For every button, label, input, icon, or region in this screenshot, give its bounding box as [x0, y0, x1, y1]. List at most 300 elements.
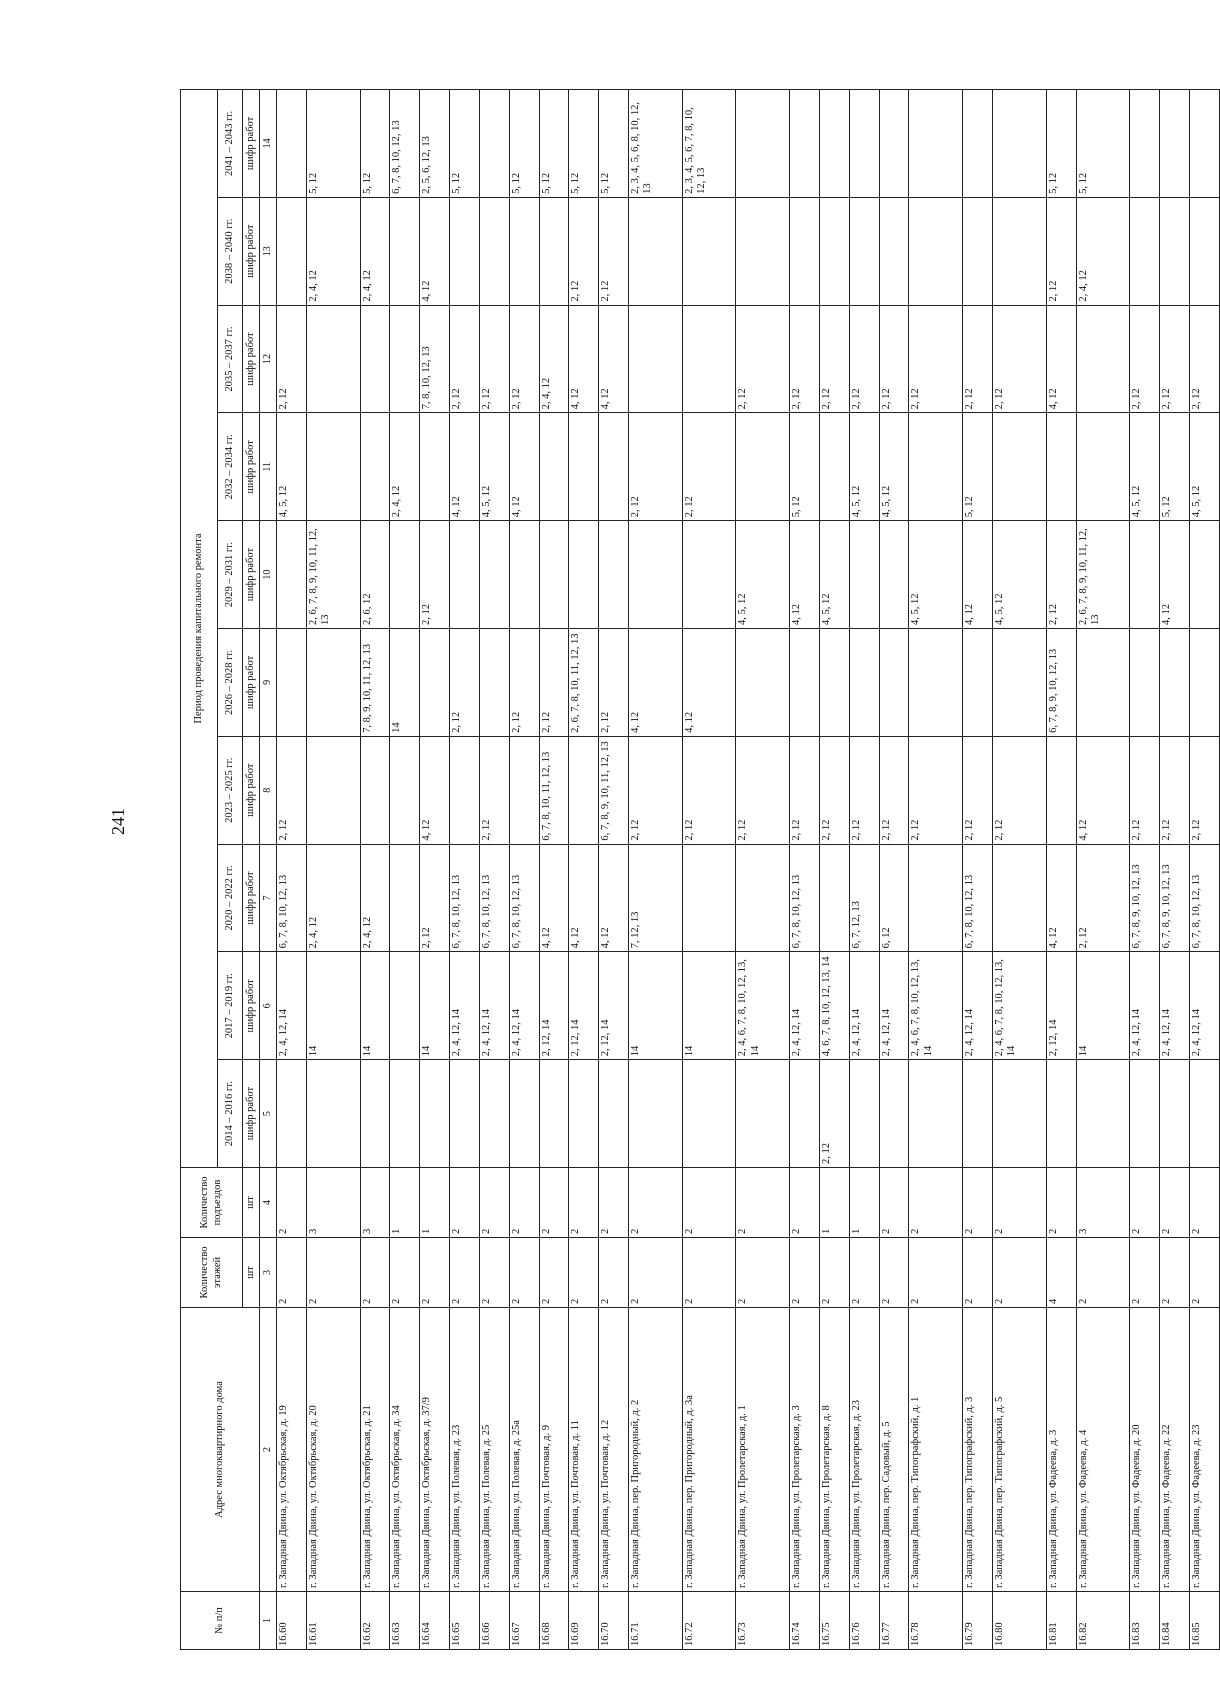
cell-period-3: 6, 7, 8, 10, 12, 13 — [277, 844, 307, 952]
cell-floors: 2 — [993, 1238, 1047, 1308]
cell-period-2: 2, 4, 12, 14 — [849, 952, 879, 1060]
cell-period-1 — [790, 1060, 820, 1168]
cell-period-6 — [479, 521, 509, 629]
cell-period-5: 4, 12 — [629, 629, 683, 737]
cell-period-6: 2, 12 — [420, 521, 450, 629]
cell-floors: 2 — [277, 1238, 307, 1308]
cell-address: г. Западная Двина, ул. Полевая, д. 25а — [509, 1308, 539, 1592]
cell-period-1 — [1130, 1060, 1160, 1168]
cell-entrances: 1 — [819, 1168, 849, 1238]
cell-period-7: 4, 5, 12 — [277, 413, 307, 521]
cell-period-3 — [909, 844, 963, 952]
cell-period-2: 14 — [682, 952, 736, 1060]
cell-floors: 2 — [599, 1238, 629, 1308]
cell-address: г. Западная Двина, ул. Октябрьская, д. 34 — [390, 1308, 420, 1592]
cell-period-4 — [450, 736, 480, 844]
cell-period-8 — [306, 305, 360, 413]
cell-period-5: 2, 12 — [599, 629, 629, 737]
cell-floors: 2 — [736, 1238, 790, 1308]
cell-entrances: 2 — [879, 1168, 909, 1238]
cell-period-8: 2, 12 — [849, 305, 879, 413]
cell-period-3: 4, 12 — [539, 844, 569, 952]
cell-entrances: 1 — [849, 1168, 879, 1238]
cell-period-3 — [682, 844, 736, 952]
header-period-5: 2026 – 2028 гг. — [218, 629, 243, 737]
cell-period-7 — [1076, 413, 1130, 521]
cell-period-3: 6, 7, 8, 10, 12, 13 — [1189, 844, 1219, 952]
cell-entrances: 3 — [360, 1168, 390, 1238]
cell-period-6: 2, 6, 7, 8, 9, 10, 11, 12, 13 — [306, 521, 360, 629]
cell-period-7 — [909, 413, 963, 521]
cell-entrances: 2 — [479, 1168, 509, 1238]
cell-period-10: 5, 12 — [509, 90, 539, 198]
cell-period-2: 2, 4, 12, 14 — [1189, 952, 1219, 1060]
cell-period-10: 2, 3, 4, 5, 6, 8, 10, 12, 13 — [629, 90, 683, 198]
cell-floors: 2 — [879, 1238, 909, 1308]
cell-entrances: 2 — [1046, 1168, 1076, 1238]
cell-period-10 — [963, 90, 993, 198]
cell-period-8: 2, 12 — [736, 305, 790, 413]
cell-entrances: 2 — [1160, 1168, 1190, 1238]
cell-entrances: 2 — [1130, 1168, 1160, 1238]
cell-period-10 — [736, 90, 790, 198]
cell-period-5: 14 — [390, 629, 420, 737]
table-row — [277, 90, 307, 1650]
header-code-1: шифр работ — [243, 1060, 260, 1168]
cell-no: 16.74 — [790, 1592, 820, 1650]
cell-period-10: 5, 12 — [306, 90, 360, 198]
cell-period-7: 2, 12 — [629, 413, 683, 521]
cell-period-2: 2, 12, 14 — [599, 952, 629, 1060]
cell-period-9 — [539, 197, 569, 305]
cell-period-6: 4, 5, 12 — [819, 521, 849, 629]
cell-period-10: 5, 12 — [569, 90, 599, 198]
header-code-7: шифр работ — [243, 413, 260, 521]
cell-address: г. Западная Двина, ул. Фадеева, д. 20 — [1130, 1308, 1160, 1592]
cell-period-9 — [450, 197, 480, 305]
cell-period-2: 2, 12, 14 — [1046, 952, 1076, 1060]
cell-period-6: 4, 12 — [963, 521, 993, 629]
cell-address: г. Западная Двина, ул. Пролетарская, д. 1 — [736, 1308, 790, 1592]
cell-period-2: 2, 4, 12, 14 — [1160, 952, 1190, 1060]
cell-period-9 — [790, 197, 820, 305]
cell-period-8: 2, 12 — [509, 305, 539, 413]
cell-period-7: 5, 12 — [963, 413, 993, 521]
table-row — [390, 90, 420, 1650]
cell-period-8: 2, 12 — [1189, 305, 1219, 413]
cell-period-4: 2, 12 — [879, 736, 909, 844]
cell-period-1: 2, 12 — [819, 1060, 849, 1168]
table-row — [1076, 90, 1130, 1650]
cell-period-1 — [360, 1060, 390, 1168]
cell-no: 16.77 — [879, 1592, 909, 1650]
cell-period-5: 2, 6, 7, 8, 10, 11, 12, 13 — [569, 629, 599, 737]
cell-floors: 2 — [360, 1238, 390, 1308]
cell-entrances: 2 — [629, 1168, 683, 1238]
cell-no: 16.60 — [277, 1592, 307, 1650]
cell-period-6 — [1130, 521, 1160, 629]
cell-period-6 — [569, 521, 599, 629]
table-row — [420, 90, 450, 1650]
cell-period-8 — [629, 305, 683, 413]
header-column-number: 2 — [260, 1308, 277, 1592]
cell-period-5 — [879, 629, 909, 737]
cell-period-10 — [1189, 90, 1219, 198]
cell-entrances: 2 — [569, 1168, 599, 1238]
cell-no: 16.84 — [1160, 1592, 1190, 1650]
cell-period-3: 6, 7, 8, 9, 10, 12, 13 — [1130, 844, 1160, 952]
cell-period-8: 4, 12 — [1046, 305, 1076, 413]
header-period-group: Период проведения капитального ремонта — [181, 90, 218, 1168]
repair-schedule-table-wrapper — [180, 90, 1220, 1650]
cell-period-10 — [909, 90, 963, 198]
cell-period-7: 2, 4, 12 — [390, 413, 420, 521]
cell-period-3: 6, 7, 12, 13 — [849, 844, 879, 952]
cell-floors: 2 — [682, 1238, 736, 1308]
cell-period-3 — [390, 844, 420, 952]
cell-period-10 — [479, 90, 509, 198]
cell-period-9: 2, 12 — [599, 197, 629, 305]
cell-no: 16.82 — [1076, 1592, 1130, 1650]
cell-period-6 — [277, 521, 307, 629]
cell-address: г. Западная Двина, пер. Пригородный, д. 2 — [629, 1308, 683, 1592]
cell-period-7 — [819, 413, 849, 521]
cell-period-10: 5, 12 — [599, 90, 629, 198]
cell-no: 16.73 — [736, 1592, 790, 1650]
cell-floors: 2 — [1160, 1238, 1190, 1308]
cell-period-1 — [539, 1060, 569, 1168]
cell-period-8 — [360, 305, 390, 413]
cell-address: г. Западная Двина, пер. Типографский, д. 3 — [963, 1308, 993, 1592]
cell-entrances: 2 — [277, 1168, 307, 1238]
cell-address: г. Западная Двина, ул. Октябрьская, д. 19 — [277, 1308, 307, 1592]
table-row — [629, 90, 683, 1650]
cell-no: 16.71 — [629, 1592, 683, 1650]
cell-period-10: 2, 5, 6, 12, 13 — [420, 90, 450, 198]
header-code-10: шифр работ — [243, 90, 260, 198]
cell-period-8: 2, 12 — [909, 305, 963, 413]
cell-period-2: 2, 4, 12, 14 — [277, 952, 307, 1060]
cell-period-7: 4, 5, 12 — [849, 413, 879, 521]
cell-period-3 — [736, 844, 790, 952]
cell-no: 16.62 — [360, 1592, 390, 1650]
cell-period-5: 4, 12 — [682, 629, 736, 737]
table-row — [790, 90, 820, 1650]
cell-period-6 — [539, 521, 569, 629]
cell-period-7: 4, 5, 12 — [879, 413, 909, 521]
cell-period-6 — [682, 521, 736, 629]
cell-period-8: 2, 12 — [450, 305, 480, 413]
cell-period-3: 2, 12 — [420, 844, 450, 952]
cell-period-4 — [360, 736, 390, 844]
cell-period-2: 14 — [1076, 952, 1130, 1060]
cell-period-2: 2, 4, 12, 14 — [963, 952, 993, 1060]
cell-address: г. Западная Двина, ул. Октябрьская, д. 20 — [306, 1308, 360, 1592]
cell-entrances: 2 — [599, 1168, 629, 1238]
cell-no: 16.83 — [1130, 1592, 1160, 1650]
cell-period-4: 2, 12 — [849, 736, 879, 844]
cell-period-9: 4, 12 — [420, 197, 450, 305]
cell-address: г. Западная Двина, ул. Фадеева, д. 4 — [1076, 1308, 1130, 1592]
header-column-number: 8 — [260, 736, 277, 844]
cell-address: г. Западная Двина, ул. Полевая, д. 25 — [479, 1308, 509, 1592]
cell-address: г. Западная Двина, ул. Полевая, д. 23 — [450, 1308, 480, 1592]
cell-period-4: 4, 12 — [420, 736, 450, 844]
cell-period-10 — [993, 90, 1047, 198]
cell-no: 16.69 — [569, 1592, 599, 1650]
cell-no: 16.78 — [909, 1592, 963, 1650]
cell-period-1 — [629, 1060, 683, 1168]
header-column-number: 6 — [260, 952, 277, 1060]
cell-floors: 2 — [849, 1238, 879, 1308]
cell-period-9: 2, 4, 12 — [306, 197, 360, 305]
cell-period-1 — [1189, 1060, 1219, 1168]
cell-period-4: 2, 12 — [1130, 736, 1160, 844]
cell-period-5 — [1076, 629, 1130, 737]
cell-address: г. Западная Двина, ул. Октябрьская, д. 21 — [360, 1308, 390, 1592]
cell-floors: 2 — [420, 1238, 450, 1308]
cell-period-3: 4, 12 — [599, 844, 629, 952]
cell-period-1 — [569, 1060, 599, 1168]
cell-period-8: 2, 12 — [993, 305, 1047, 413]
cell-no: 16.67 — [509, 1592, 539, 1650]
cell-floors: 2 — [569, 1238, 599, 1308]
cell-no: 16.68 — [539, 1592, 569, 1650]
cell-period-9 — [993, 197, 1047, 305]
header-floors: Количество этажей — [181, 1238, 243, 1308]
cell-period-10: 6, 7, 8, 10, 12, 13 — [390, 90, 420, 198]
cell-period-4 — [1046, 736, 1076, 844]
cell-address: г. Западная Двина, пер. Типографский, д. 1 — [909, 1308, 963, 1592]
cell-period-2: 14 — [629, 952, 683, 1060]
table-row — [819, 90, 849, 1650]
cell-period-7 — [539, 413, 569, 521]
cell-period-7 — [569, 413, 599, 521]
cell-period-3: 2, 4, 12 — [306, 844, 360, 952]
header-column-number: 3 — [260, 1238, 277, 1308]
cell-floors: 2 — [1130, 1238, 1160, 1308]
cell-no: 16.85 — [1189, 1592, 1219, 1650]
cell-period-1 — [736, 1060, 790, 1168]
cell-period-5 — [849, 629, 879, 737]
cell-period-3: 4, 12 — [1046, 844, 1076, 952]
cell-period-8: 2, 12 — [963, 305, 993, 413]
header-unit-floors: шт — [243, 1238, 260, 1308]
cell-period-4: 6, 7, 8, 9, 10, 11, 12, 13 — [599, 736, 629, 844]
cell-period-7: 4, 5, 12 — [1189, 413, 1219, 521]
cell-no: 16.81 — [1046, 1592, 1076, 1650]
cell-period-10 — [849, 90, 879, 198]
cell-no: 16.76 — [849, 1592, 879, 1650]
cell-period-3: 6, 7, 8, 10, 12, 13 — [479, 844, 509, 952]
cell-entrances: 2 — [509, 1168, 539, 1238]
header-code-5: шифр работ — [243, 629, 260, 737]
cell-period-1 — [450, 1060, 480, 1168]
header-period-2: 2017 – 2019 гг. — [218, 952, 243, 1060]
cell-period-3: 4, 12 — [569, 844, 599, 952]
cell-period-5 — [993, 629, 1047, 737]
cell-floors: 4 — [1046, 1238, 1076, 1308]
header-unit-entrances: шт — [243, 1168, 260, 1238]
cell-period-7: 5, 12 — [1160, 413, 1190, 521]
table-row — [963, 90, 993, 1650]
cell-floors: 2 — [539, 1238, 569, 1308]
cell-period-8: 2, 12 — [479, 305, 509, 413]
cell-period-5 — [277, 629, 307, 737]
cell-period-7: 4, 12 — [509, 413, 539, 521]
cell-entrances: 2 — [450, 1168, 480, 1238]
header-code-6: шифр работ — [243, 521, 260, 629]
cell-period-6: 4, 5, 12 — [909, 521, 963, 629]
table-header — [181, 90, 277, 1650]
cell-period-4: 2, 12 — [1189, 736, 1219, 844]
cell-period-5: 2, 12 — [539, 629, 569, 737]
cell-period-6: 4, 5, 12 — [993, 521, 1047, 629]
cell-period-8: 2, 12 — [277, 305, 307, 413]
cell-period-8: 4, 12 — [599, 305, 629, 413]
cell-period-3: 6, 7, 8, 9, 10, 12, 13 — [1160, 844, 1190, 952]
cell-period-7: 4, 5, 12 — [479, 413, 509, 521]
cell-period-10: 5, 12 — [450, 90, 480, 198]
header-column-number: 10 — [260, 521, 277, 629]
cell-period-5: 2, 12 — [509, 629, 539, 737]
cell-period-10 — [790, 90, 820, 198]
cell-period-5 — [963, 629, 993, 737]
cell-period-9: 2, 12 — [1046, 197, 1076, 305]
cell-no: 16.66 — [479, 1592, 509, 1650]
cell-period-5 — [420, 629, 450, 737]
cell-period-9 — [849, 197, 879, 305]
cell-address: г. Западная Двина, пер. Пригородный, д. 3а — [682, 1308, 736, 1592]
cell-period-4: 2, 12 — [682, 736, 736, 844]
cell-period-3: 2, 12 — [1076, 844, 1130, 952]
cell-period-3: 7, 12, 13 — [629, 844, 683, 952]
cell-period-1 — [390, 1060, 420, 1168]
cell-address: г. Западная Двина, ул. Почтовая, д. 12 — [599, 1308, 629, 1592]
cell-period-2: 14 — [360, 952, 390, 1060]
table-row — [736, 90, 790, 1650]
cell-entrances: 1 — [420, 1168, 450, 1238]
cell-entrances: 1 — [390, 1168, 420, 1238]
cell-period-8: 2, 12 — [1130, 305, 1160, 413]
cell-floors: 2 — [819, 1238, 849, 1308]
cell-period-3: 6, 7, 8, 10, 12, 13 — [509, 844, 539, 952]
cell-period-1 — [599, 1060, 629, 1168]
cell-period-7 — [736, 413, 790, 521]
cell-address: г. Западная Двина, ул. Фадеева, д. 23 — [1189, 1308, 1219, 1592]
cell-no: 16.64 — [420, 1592, 450, 1650]
cell-period-9 — [1130, 197, 1160, 305]
cell-period-5 — [479, 629, 509, 737]
table-row — [479, 90, 509, 1650]
cell-period-4: 2, 12 — [479, 736, 509, 844]
cell-period-7 — [599, 413, 629, 521]
cell-period-2: 14 — [420, 952, 450, 1060]
cell-period-6: 4, 12 — [790, 521, 820, 629]
cell-no: 16.61 — [306, 1592, 360, 1650]
cell-period-3: 6, 7, 8, 10, 12, 13 — [963, 844, 993, 952]
cell-period-4: 2, 12 — [993, 736, 1047, 844]
cell-period-8 — [390, 305, 420, 413]
cell-period-9 — [1189, 197, 1219, 305]
cell-period-8: 2, 4, 12 — [539, 305, 569, 413]
cell-period-2: 2, 4, 12, 14 — [509, 952, 539, 1060]
cell-period-4: 2, 12 — [819, 736, 849, 844]
cell-period-4 — [306, 736, 360, 844]
header-column-number: 13 — [260, 197, 277, 305]
cell-period-1 — [1046, 1060, 1076, 1168]
table-row — [450, 90, 480, 1650]
cell-period-5: 2, 12 — [450, 629, 480, 737]
header-period-10: 2041 – 2043 гг. — [218, 90, 243, 198]
cell-period-5 — [306, 629, 360, 737]
cell-period-10: 5, 12 — [1076, 90, 1130, 198]
cell-period-4: 4, 12 — [1076, 736, 1130, 844]
cell-period-1 — [277, 1060, 307, 1168]
cell-period-8 — [1076, 305, 1130, 413]
cell-period-7: 4, 5, 12 — [1130, 413, 1160, 521]
table-row — [1046, 90, 1076, 1650]
cell-period-8 — [682, 305, 736, 413]
table-row — [599, 90, 629, 1650]
cell-period-4: 6, 7, 8, 10, 11, 12, 13 — [539, 736, 569, 844]
cell-period-9 — [819, 197, 849, 305]
table-row — [993, 90, 1047, 1650]
cell-period-9 — [277, 197, 307, 305]
header-code-8: шифр работ — [243, 305, 260, 413]
cell-period-9 — [879, 197, 909, 305]
cell-period-7 — [1046, 413, 1076, 521]
cell-period-5 — [819, 629, 849, 737]
cell-period-10: 2, 3, 4, 5, 6, 7, 8, 10, 12, 13 — [682, 90, 736, 198]
cell-period-8: 2, 12 — [1160, 305, 1190, 413]
cell-floors: 2 — [390, 1238, 420, 1308]
cell-period-9 — [629, 197, 683, 305]
cell-period-6 — [879, 521, 909, 629]
cell-period-9 — [390, 197, 420, 305]
cell-period-1 — [479, 1060, 509, 1168]
cell-period-9: 2, 12 — [569, 197, 599, 305]
cell-no: 16.65 — [450, 1592, 480, 1650]
cell-period-7 — [420, 413, 450, 521]
cell-period-1 — [509, 1060, 539, 1168]
cell-address: г. Западная Двина, ул. Фадеева, д. 22 — [1160, 1308, 1190, 1592]
cell-period-1 — [1076, 1060, 1130, 1168]
cell-period-3: 2, 4, 12 — [360, 844, 390, 952]
cell-period-3 — [819, 844, 849, 952]
table-row — [879, 90, 909, 1650]
cell-period-6 — [1189, 521, 1219, 629]
cell-period-3: 6, 7, 8, 10, 12, 13 — [450, 844, 480, 952]
cell-period-8: 2, 12 — [790, 305, 820, 413]
cell-period-2: 4, 6, 7, 8, 10, 12, 13, 14 — [819, 952, 849, 1060]
cell-entrances: 2 — [909, 1168, 963, 1238]
cell-entrances: 3 — [1076, 1168, 1130, 1238]
cell-period-8: 2, 12 — [879, 305, 909, 413]
header-address: Адрес многоквартирного дома — [181, 1308, 260, 1592]
cell-period-1 — [963, 1060, 993, 1168]
cell-period-9 — [909, 197, 963, 305]
cell-period-10: 5, 12 — [1046, 90, 1076, 198]
cell-entrances: 2 — [682, 1168, 736, 1238]
cell-period-9 — [963, 197, 993, 305]
cell-entrances: 2 — [963, 1168, 993, 1238]
cell-address: г. Западная Двина, пер. Садовый, д. 5 — [879, 1308, 909, 1592]
cell-period-9: 2, 4, 12 — [360, 197, 390, 305]
cell-period-6 — [849, 521, 879, 629]
cell-period-3: 6, 12 — [879, 844, 909, 952]
cell-address: г. Западная Двина, ул. Пролетарская, д. 3 — [790, 1308, 820, 1592]
